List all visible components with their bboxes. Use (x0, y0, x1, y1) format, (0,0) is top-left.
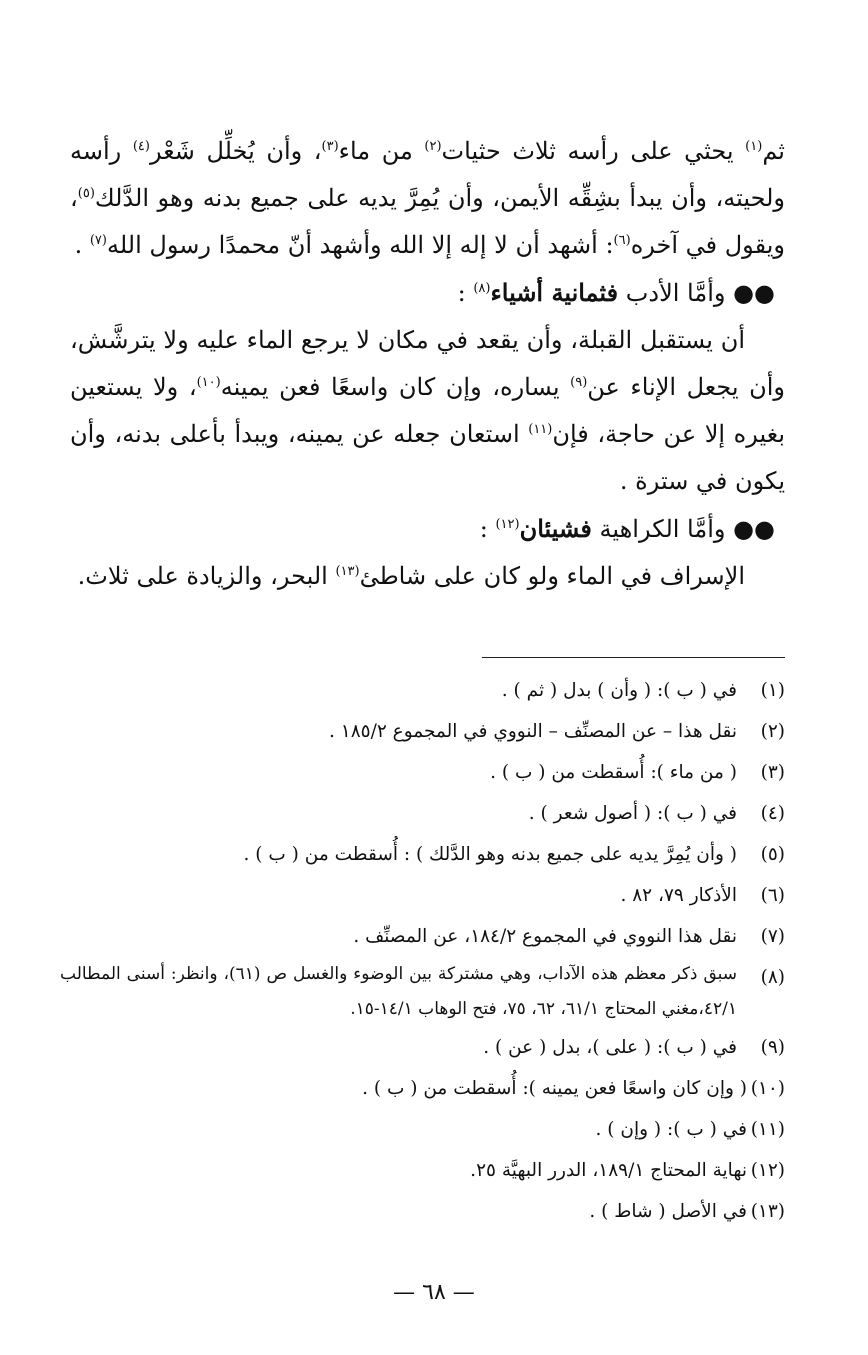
text-segment: ، ويقول في آخره (70, 184, 785, 259)
footnote-text: في ( ب ): ( أصول شعر ) . (528, 803, 737, 824)
footnote-mark[interactable]: (٥) (77, 186, 95, 201)
main-text-block (70, 128, 785, 600)
paragraph-ghusl (70, 128, 785, 269)
footnote-mark[interactable]: (٧) (89, 233, 107, 248)
footnote-mark[interactable]: (٨) (473, 281, 491, 296)
footnote-text: ( وأن يُمِرَّ يديه على جميع بدنه وهو الدَّلك ) : أُسقطت من ( ب ) . (243, 844, 737, 865)
footnote-item (60, 1150, 785, 1191)
footnote-item (60, 916, 785, 957)
footnote-item (60, 670, 785, 711)
text-segment: : أشهد أن لا إله إلا الله وأشهد أنّ محمدًا رسول الله (106, 231, 614, 259)
footnote-text: ( من ماء ): أُسقطت من ( ب ) . (490, 762, 737, 783)
footnote-number: (١) (760, 680, 785, 701)
footnote-item (60, 711, 785, 752)
footnote-number: (٢) (760, 721, 785, 742)
footnote-text: نهاية المحتاج ١٨٩/١، الدرر البهيَّة ٢٥. (470, 1160, 747, 1181)
footnote-text: في ( ب ): ( على )، بدل ( عن ) . (483, 1037, 737, 1058)
heading-bold: فشيئان (519, 514, 592, 543)
footnote-number: (٩) (760, 1037, 785, 1058)
footnote-text: نقل هذا – عن المصنِّف – النووي في المجموع ١٨٥/٢ . (329, 721, 737, 742)
heading-suffix: : (479, 515, 496, 543)
footnote-text: في ( ب ): ( وأن ) بدل ( ثم ) . (501, 680, 737, 701)
heading-suffix: : (457, 279, 474, 307)
footnote-number: (٥) (760, 844, 785, 865)
footnote-number: (٦) (760, 885, 785, 906)
text-segment: ، ولا يستعين بغيره إلا عن حاجة، فإن (70, 373, 785, 448)
text-segment: ثم (762, 137, 785, 165)
footnote-mark[interactable]: (٦) (613, 233, 631, 248)
heading-prefix: ●● وأمَّا الأدب (618, 279, 775, 307)
footnote-number: (٨) (760, 967, 785, 988)
footnote-mark[interactable]: (١٢) (495, 517, 520, 532)
footnote-item (60, 1191, 785, 1232)
footnote-item (60, 1068, 785, 1109)
paragraph-karahiya (70, 553, 785, 600)
section-heading-adab (70, 269, 785, 317)
footnote-item (60, 752, 785, 793)
footnote-text: في الأصل ( شاط ) . (589, 1201, 747, 1222)
footnote-number: (١١) (750, 1119, 785, 1140)
footnote-mark[interactable]: (٤) (132, 139, 150, 154)
footnotes (60, 670, 785, 1232)
text-segment: استعان جعله عن يمينه، ويبدأ بأعلى بدنه، وأن يكون في سترة . (70, 420, 785, 495)
text-segment: الإسراف في الماء ولو كان على شاطئ (359, 562, 745, 590)
footnote-mark[interactable]: (٩) (570, 375, 588, 390)
text-segment: البحر، والزيادة على ثلاث. (77, 562, 336, 590)
footnote-text: الأذكار ٧٩، ٨٢ . (620, 885, 737, 906)
text-segment: من ماء (338, 137, 413, 165)
footnote-number: (٧) (760, 926, 785, 947)
footnote-item (60, 1027, 785, 1068)
footnote-text: في ( ب ): ( وإن ) . (595, 1119, 747, 1140)
footnote-item (60, 957, 785, 1027)
footnote-separator (482, 657, 785, 658)
footnote-mark[interactable]: (٢) (424, 139, 442, 154)
footnote-mark[interactable]: (١١) (528, 422, 553, 437)
text-segment: رأسه ولحيته، وأن يبدأ بشِقِّه الأيمن، وأن يُمِرَّ يديه على جميع بدنه وهو الدَّلك (70, 137, 785, 212)
footnote-item (60, 875, 785, 916)
footnote-text: نقل هذا النووي في المجموع ١٨٤/٢، عن المصنِّف . (353, 926, 737, 947)
footnote-item (60, 1109, 785, 1150)
page-number: — ٦٨ — (393, 1280, 475, 1305)
section-heading-karahiya (70, 505, 785, 553)
text-segment: يساره، وإن كان واسعًا فعن يمينه (220, 373, 571, 401)
footnote-mark[interactable]: (١٠) (196, 375, 221, 390)
footnote-number: (١٠) (750, 1078, 785, 1099)
text-segment: يحثي على رأسه ثلاث حثيات (441, 137, 734, 165)
footnote-number: (١٢) (750, 1160, 785, 1181)
heading-bold: فثمانية أشياء (490, 278, 619, 307)
footnote-text: ( وإن كان واسعًا فعن يمينه ): أُسقطت من ( ب ) . (362, 1078, 747, 1099)
footnote-number: (٣) (760, 762, 785, 783)
heading-prefix: ●● وأمَّا الكراهية (591, 515, 775, 543)
footnote-mark[interactable]: (١) (745, 139, 763, 154)
text-segment: أن يستقبل القبلة، وأن يقعد في مكان لا يرجع الماء عليه ولا يترشَّش، وأن يجعل الإناء عن (70, 326, 786, 401)
footnote-number: (١٣) (750, 1201, 785, 1222)
body-text (70, 128, 785, 600)
text-segment: . (74, 231, 90, 259)
footnote-item (60, 834, 785, 875)
text-segment: ، وأن يُخلِّل شَعْر (149, 137, 322, 165)
footnote-mark[interactable]: (٣) (321, 139, 339, 154)
footnote-item (60, 793, 785, 834)
footnote-mark[interactable]: (١٣) (335, 564, 360, 579)
footnote-text: سبق ذكر معظم هذه الآداب، وهي مشتركة بين الوضوء والغسل ص (٦١)، وانظر: أسنى المطالب ٤٢/١،مغني المحتاج ٦١/١، ٦٢، ٧٥، فتح الوهاب ١٤/١-١٥. (60, 964, 737, 1019)
paragraph-adab (70, 317, 785, 505)
footnote-number: (٤) (760, 803, 785, 824)
